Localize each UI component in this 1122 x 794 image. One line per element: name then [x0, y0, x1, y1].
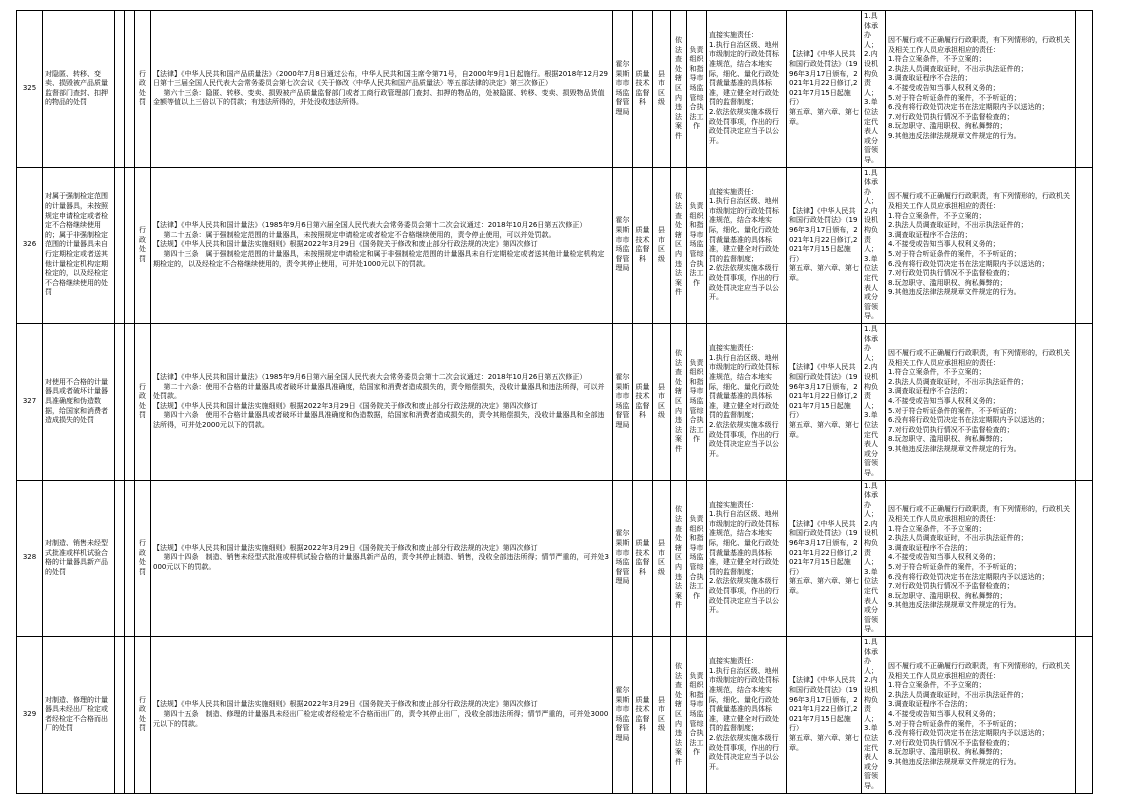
liability-line: 3.调查取证程序不合法的；	[888, 543, 972, 552]
liability-line: 2.执法人员调查取证时，不出示执法证件的；	[888, 690, 1028, 699]
liability-line: 2.执法人员调查取证时，不出示执法证件的；	[888, 377, 1028, 386]
resp-line: 2.依法依规实施本级行政处罚事项，作出的行政处罚决定应当予以公开。	[709, 577, 779, 615]
implementing-department: 霍尔果斯市市场监督管理局	[613, 324, 633, 481]
implementing-department: 霍尔果斯市市场监督管理局	[613, 11, 633, 168]
liability-line: 2.执法人员调查取证时，不出示执法证件的；	[888, 64, 1028, 73]
responsibility-basis	[787, 167, 862, 324]
law-line: 【法律】《中华人民共和国行政处罚法》（1996年3月17日颁布，2021年1月22日修订,2021年7月15日起施行）	[789, 519, 858, 576]
responsibility-basis	[787, 637, 862, 794]
undertake-line: 3.单位法定代表人或分管领导。	[864, 724, 878, 790]
sub-item-cell	[115, 480, 125, 637]
liability-line: 1.符合立案条件，不予立案的；	[888, 524, 986, 533]
law-line: 第五章、第六章、第七章。	[789, 264, 859, 283]
law-line: 【法律】《中华人民共和国行政处罚法》（1996年3月17日颁布，2021年1月22日修订,2021年7月15日起施行）	[789, 676, 858, 733]
undertake-line: 1.具体承办人；	[864, 168, 878, 206]
liability-line: 7.对行政处罚执行情况不予监督检查的；	[888, 269, 1014, 278]
liability-line: 4.不接受或告知当事人权利义务的；	[888, 83, 1000, 92]
code-cell	[125, 324, 135, 481]
sub-item-cell	[115, 11, 125, 168]
liability-line: 1.符合立案条件，不予立案的；	[888, 211, 986, 220]
resp-line: 直接实施责任：	[709, 187, 758, 196]
accountability-situations	[886, 637, 1076, 794]
liability-line: 8.玩忽职守、滥用职权、徇私舞弊的；	[888, 591, 1007, 600]
liability-line: 5.对于符合听证条件的案件，不予听证的；	[888, 563, 1021, 572]
legal-basis-paragraph: 第二十五条：属于强制检定范围的计量器具，未按照规定申请检定或者检定不合格继续使用的，责令停止使用，可以并处罚款。	[163, 230, 556, 239]
law-line: 第五章、第六章、第七章。	[789, 733, 859, 752]
liability-line: 4.不接受或告知当事人权利义务的；	[888, 240, 1000, 249]
undertake-line: 1.具体承办人；	[864, 481, 878, 519]
undertake-line: 2.内设机构负责人；	[864, 206, 878, 254]
legal-basis-paragraph: 【法规】《中华人民共和国计量法实施细则》根据2022年3月29日《国务院关于修改和废止部分行政法规的决定》第四次修订	[153, 543, 538, 552]
liability-line: 6.没有将行政处罚决定书在法定期限内予以送达的；	[888, 729, 1049, 738]
code-cell	[125, 11, 135, 168]
responsibility-basis	[787, 324, 862, 481]
table-body	[17, 11, 1093, 794]
resp-line: 直接实施责任：	[709, 500, 758, 509]
duty-description: 负责组织和指导市场监管综合执法工作	[687, 11, 707, 168]
law-line: 【法律】《中华人民共和国行政处罚法》（1996年3月17日颁布，2021年1月22日修订,2021年7月15日起施行）	[789, 206, 858, 263]
responsibility-basis	[787, 11, 862, 168]
responsibility-items	[707, 11, 787, 168]
resp-line: 直接实施责任：	[709, 344, 758, 353]
undertake-line: 2.内设机构负责人；	[864, 519, 878, 567]
liability-line: 8.玩忽职守、滥用职权、徇私舞弊的；	[888, 122, 1007, 131]
sub-item-cell	[115, 167, 125, 324]
accountability-situations	[886, 167, 1076, 324]
code-cell	[125, 637, 135, 794]
exercise-content: 依法查处辖区内违法案件	[671, 11, 687, 168]
legal-basis-paragraph: 【法规】《中华人民共和国计量法实施细则》根据2022年3月29日《国务院关于修改和废止部分行政法规的决定》第四次修订	[153, 700, 538, 709]
exercise-content: 依法查处辖区内违法案件	[671, 167, 687, 324]
power-item-name: 对使用不合格的计量器具或者破坏计量器具准确度和伪造数据，给国家和消费者造成损失的处罚	[43, 324, 115, 481]
resp-line: 2.依法依规实施本级行政处罚事项，作出的行政处罚决定应当予以公开。	[709, 264, 779, 302]
liability-line: 8.玩忽职守、滥用职权、徇私舞弊的；	[888, 435, 1007, 444]
implementing-department: 霍尔果斯市市场监督管理局	[613, 167, 633, 324]
responsible-office: 质量技术监督科	[633, 324, 653, 481]
code-cell	[125, 480, 135, 637]
implementing-department: 霍尔果斯市市场监督管理局	[613, 480, 633, 637]
duty-description: 负责组织和指导市场监管综合执法工作	[687, 637, 707, 794]
liability-line: 因不履行或不正确履行行政职责，有下列情形的，行政机关及相关工作人员应承担相应的责任：	[888, 192, 1070, 211]
law-line: 【法律】《中华人民共和国行政处罚法》（1996年3月17日颁布，2021年1月22日修订,2021年7月15日起施行）	[789, 50, 858, 107]
liability-line: 6.没有将行政处罚决定书在法定期限内予以送达的；	[888, 259, 1049, 268]
liability-line: 9.其他违反法律法规规章文件规定的行为。	[888, 131, 1021, 140]
resp-line: 2.依法依规实施本级行政处罚事项，作出的行政处罚决定应当予以公开。	[709, 733, 779, 771]
undertake-line: 2.内设机构负责人；	[864, 676, 878, 723]
power-type: 行政处罚	[135, 480, 151, 637]
remarks-cell	[1076, 324, 1093, 481]
liability-line: 5.对于符合听证条件的案件，不予听证的；	[888, 406, 1021, 415]
sub-item-cell	[115, 637, 125, 794]
row-number: 327	[17, 324, 43, 481]
liability-line: 9.其他违反法律法规规章文件规定的行为。	[888, 601, 1021, 610]
resp-line: 1.执行自治区级、地州市级制定的行政处罚标准规范，结合本地实际，细化、量化行政处罚裁量基准的具体标准，建立健全对行政处罚的监督制度；	[709, 40, 779, 107]
liability-line: 7.对行政处罚执行情况不予监督检查的；	[888, 112, 1014, 121]
liability-line: 3.调查取证程序不合法的；	[888, 230, 972, 239]
legal-basis	[151, 480, 613, 637]
undertake-line: 3.单位法定代表人或分管领导。	[864, 567, 878, 634]
exercise-content: 依法查处辖区内违法案件	[671, 480, 687, 637]
resp-line: 1.执行自治区级、地州市级制定的行政处罚标准规范，结合本地实际，细化、量化行政处罚裁量基准的具体标准，建立健全对行政处罚的监督制度；	[709, 666, 779, 733]
resp-line: 1.执行自治区级、地州市级制定的行政处罚标准规范，结合本地实际，细化、量化行政处罚裁量基准的具体标准，建立健全对行政处罚的监督制度；	[709, 353, 779, 420]
liability-line: 8.玩忽职守、滥用职权、徇私舞弊的；	[888, 278, 1007, 287]
undertake-line: 1.具体承办人；	[864, 325, 878, 362]
legal-basis-paragraph: 第四十三条 属于强制检定范围的计量器具，未按照规定申请检定和属于非强制检定范围的计量器具未自行定期检定或者送其他计量检定机构定期检定的，以及经检定不合格继续使用的，责令其停止使用，可并处1000元以下的罚款。	[153, 250, 605, 268]
exercise-level: 县市区级	[653, 324, 671, 481]
legal-basis-paragraph: 第四十五条 制造、修理的计量器具未经出厂检定或者经检定不合格而出厂的，责令其停止出厂，没收全部违法所得；情节严重的，可并处3000元以下的罚款。	[153, 709, 609, 728]
liability-line: 2.执法人员调查取证时，不出示执法证件的；	[888, 534, 1028, 543]
liability-line: 9.其他违反法律法规规章文件规定的行为。	[888, 288, 1021, 297]
duty-description: 负责组织和指导市场监管综合执法工作	[687, 480, 707, 637]
table-row	[17, 480, 1093, 637]
power-type: 行政处罚	[135, 167, 151, 324]
liability-line: 5.对于符合听证条件的案件，不予听证的；	[888, 250, 1021, 259]
liability-line: 9.其他违反法律法规规章文件规定的行为。	[888, 444, 1021, 453]
liability-line: 4.不接受或告知当事人权利义务的；	[888, 553, 1000, 562]
responsible-persons	[862, 637, 886, 794]
liability-line: 因不履行或不正确履行行政职责，有下列情形的，行政机关及相关工作人员应承担相应的责任：	[888, 35, 1070, 54]
exercise-level: 县市区级	[653, 637, 671, 794]
resp-line: 直接实施责任：	[709, 657, 758, 666]
power-type: 行政处罚	[135, 637, 151, 794]
liability-line: 1.符合立案条件，不予立案的；	[888, 55, 986, 64]
law-line: 第五章、第六章、第七章。	[789, 577, 859, 596]
duty-description: 负责组织和指导市场监管综合执法工作	[687, 167, 707, 324]
liability-line: 5.对于符合听证条件的案件，不予听证的；	[888, 719, 1021, 728]
remarks-cell	[1076, 637, 1093, 794]
accountability-situations	[886, 11, 1076, 168]
responsible-office: 质量技术监督科	[633, 480, 653, 637]
resp-line: 2.依法依规实施本级行政处罚事项，作出的行政处罚决定应当予以公开。	[709, 420, 779, 458]
responsibility-items	[707, 637, 787, 794]
resp-line: 1.执行自治区级、地州市级制定的行政处罚标准规范，结合本地实际，细化、量化行政处罚裁量基准的具体标准，建立健全对行政处罚的监督制度；	[709, 510, 779, 576]
undertake-line: 2.内设机构负责人；	[864, 363, 878, 410]
liability-line: 7.对行政处罚执行情况不予监督检查的；	[888, 738, 1014, 747]
power-type: 行政处罚	[135, 11, 151, 168]
power-type: 行政处罚	[135, 324, 151, 481]
liability-line: 因不履行或不正确履行行政职责，有下列情形的，行政机关及相关工作人员应承担相应的责任：	[888, 505, 1070, 524]
responsible-persons	[862, 324, 886, 481]
liability-line: 8.玩忽职守、滥用职权、徇私舞弊的；	[888, 748, 1007, 757]
law-line: 【法律】《中华人民共和国行政处罚法》（1996年3月17日颁布，2021年1月22日修订,2021年7月15日起施行）	[789, 363, 858, 420]
legal-basis-paragraph: 第六十三条：隐匿、转移、变卖、损毁被产品质量监督部门或者工商行政管理部门查封、扣押的物品的，处被隐匿、转移、变卖、损毁物品货值金额等值以上三倍以下的罚款；有违法所得的，并处没收违法所得。	[153, 88, 605, 107]
duty-description: 负责组织和指导市场监管综合执法工作	[687, 324, 707, 481]
liability-line: 6.没有将行政处罚决定书在法定期限内予以送达的；	[888, 103, 1049, 112]
responsible-persons	[862, 167, 886, 324]
row-number: 325	[17, 11, 43, 168]
liability-line: 3.调查取证程序不合法的；	[888, 700, 972, 709]
liability-line: 5.对于符合听证条件的案件，不予听证的；	[888, 93, 1021, 102]
table-row	[17, 637, 1093, 794]
power-item-name: 对制造、销售未经型式批准或样机试验合格的计量器具新产品的处罚	[43, 480, 115, 637]
responsibility-items	[707, 167, 787, 324]
table-row	[17, 11, 1093, 168]
legal-basis	[151, 637, 613, 794]
implementing-department: 霍尔果斯市市场监督管理局	[613, 637, 633, 794]
exercise-content: 依法查处辖区内违法案件	[671, 324, 687, 481]
power-list-table	[16, 10, 1093, 794]
remarks-cell	[1076, 480, 1093, 637]
row-number: 326	[17, 167, 43, 324]
resp-line: 2.依法依规实施本级行政处罚事项，作出的行政处罚决定应当予以公开。	[709, 107, 779, 145]
legal-basis-paragraph: 第二十六条：使用不合格的计量器具或者破坏计量器具准确度，给国家和消费者造成损失的，责令赔偿损失，没收计量器具和违法所得，可以并处罚款。	[153, 382, 605, 401]
legal-basis-paragraph: 【法规】《中华人民共和国计量法实施细则》根据2022年3月29日《国务院关于修改和废止部分行政法规的决定》第四次修订	[153, 240, 538, 249]
responsible-persons	[862, 480, 886, 637]
accountability-situations	[886, 480, 1076, 637]
undertake-line: 3.单位法定代表人或分管领导。	[864, 254, 878, 321]
liability-line: 4.不接受或告知当事人权利义务的；	[888, 709, 1000, 718]
liability-line: 6.没有将行政处罚决定书在法定期限内予以送达的；	[888, 572, 1049, 581]
undertake-line: 1.具体承办人；	[864, 638, 878, 675]
table-row	[17, 324, 1093, 481]
resp-line: 1.执行自治区级、地州市级制定的行政处罚标准规范，结合本地实际，细化、量化行政处罚裁量基准的具体标准，建立健全对行政处罚的监督制度；	[709, 197, 779, 263]
legal-basis-paragraph: 【法律】《中华人民共和国计量法》（1985年9月6日第六届全国人民代表大会常务委员会第十二次会议通过：2018年10月26日第五次修正）	[153, 372, 587, 381]
liability-line: 1.符合立案条件，不予立案的；	[888, 368, 986, 377]
liability-line: 1.符合立案条件，不予立案的；	[888, 681, 986, 690]
resp-line: 直接实施责任：	[709, 31, 758, 40]
responsibility-items	[707, 480, 787, 637]
power-item-name: 对隐匿、转移、变卖、损毁被产品质量监督部门查封、扣押的物品的处罚	[43, 11, 115, 168]
undertake-line: 2.内设机构负责人；	[864, 50, 878, 97]
code-cell	[125, 167, 135, 324]
liability-line: 3.调查取证程序不合法的；	[888, 74, 972, 83]
table-row	[17, 167, 1093, 324]
sub-item-cell	[115, 324, 125, 481]
undertake-line: 3.单位法定代表人或分管领导。	[864, 98, 878, 164]
liability-line: 4.不接受或告知当事人权利义务的；	[888, 396, 1000, 405]
legal-basis-paragraph: 第四十四条 制造、销售未经型式批准或样机试验合格的计量器具新产品的，责令其停止制造、销售，没收全部违法所得；情节严重的，可并处3000元以下的罚款。	[153, 553, 609, 572]
liability-line: 因不履行或不正确履行行政职责，有下列情形的，行政机关及相关工作人员应承担相应的责任：	[888, 661, 1070, 680]
responsible-office: 质量技术监督科	[633, 11, 653, 168]
legal-basis	[151, 167, 613, 324]
responsible-persons	[862, 11, 886, 168]
power-item-name: 对属于强制检定范围的计量器具，未按照规定申请检定或者检定不合格继续使用的；属于非强制检定范围的计量器具未自行定期检定或者送其他计量检定机构定期检定的，以及经检定不合格继续使用的处罚	[43, 167, 115, 324]
row-number: 329	[17, 637, 43, 794]
liability-line: 7.对行政处罚执行情况不予监督检查的；	[888, 582, 1014, 591]
responsible-office: 质量技术监督科	[633, 637, 653, 794]
liability-line: 3.调查取证程序不合法的；	[888, 387, 972, 396]
law-line: 第五章、第六章、第七章。	[789, 107, 859, 126]
legal-basis-paragraph: 【法律】《中华人民共和国计量法》（1985年9月6日第六届全国人民代表大会常务委员会第十二次会议通过：2018年10月26日第五次修正）	[153, 221, 587, 230]
legal-basis-paragraph: 第四十六条 使用不合格计量器具或者破坏计量器具准确度和伪造数据，给国家和消费者造成损失的，责令其赔偿损失，没收计量器具和全部违法所得，可并处2000元以下的罚款。	[153, 411, 605, 429]
remarks-cell	[1076, 167, 1093, 324]
liability-line: 7.对行政处罚执行情况不予监督检查的；	[888, 425, 1014, 434]
exercise-level: 县市区级	[653, 11, 671, 168]
responsible-office: 质量技术监督科	[633, 167, 653, 324]
remarks-cell	[1076, 11, 1093, 168]
exercise-content: 依法查处辖区内违法案件	[671, 637, 687, 794]
responsibility-basis	[787, 480, 862, 637]
legal-basis-paragraph: 【法律】《中华人民共和国产品质量法》（2000年7月8日通过公布，中华人民共和国主席令第71号，自2000年9月1日起施行。根据2018年12月29日第十三届全国人民代表大会常务委员会第七次会议《关于修改〈中华人民共和国产品质量法〉等五部法律的决定》第三次修正）	[153, 69, 608, 88]
power-item-name: 对制造、修理的计量器具未经出厂检定或者经检定不合格而出厂的处罚	[43, 637, 115, 794]
legal-basis	[151, 324, 613, 481]
liability-line: 6.没有将行政处罚决定书在法定期限内予以送达的；	[888, 416, 1049, 425]
undertake-line: 3.单位法定代表人或分管领导。	[864, 411, 878, 477]
liability-line: 2.执法人员调查取证时，不出示执法证件的；	[888, 221, 1028, 230]
legal-basis-paragraph: 【法规】《中华人民共和国计量法实施细则》根据2022年3月29日《国务院关于修改和废止部分行政法规的决定》第四次修订	[153, 401, 538, 410]
undertake-line: 1.具体承办人；	[864, 12, 878, 49]
liability-line: 因不履行或不正确履行行政职责，有下列情形的，行政机关及相关工作人员应承担相应的责任：	[888, 348, 1070, 367]
exercise-level: 县市区级	[653, 167, 671, 324]
responsibility-items	[707, 324, 787, 481]
legal-basis	[151, 11, 613, 168]
law-line: 第五章、第六章、第七章。	[789, 420, 859, 439]
accountability-situations	[886, 324, 1076, 481]
liability-line: 9.其他违反法律法规规章文件规定的行为。	[888, 757, 1021, 766]
exercise-level: 县市区级	[653, 480, 671, 637]
row-number: 328	[17, 480, 43, 637]
